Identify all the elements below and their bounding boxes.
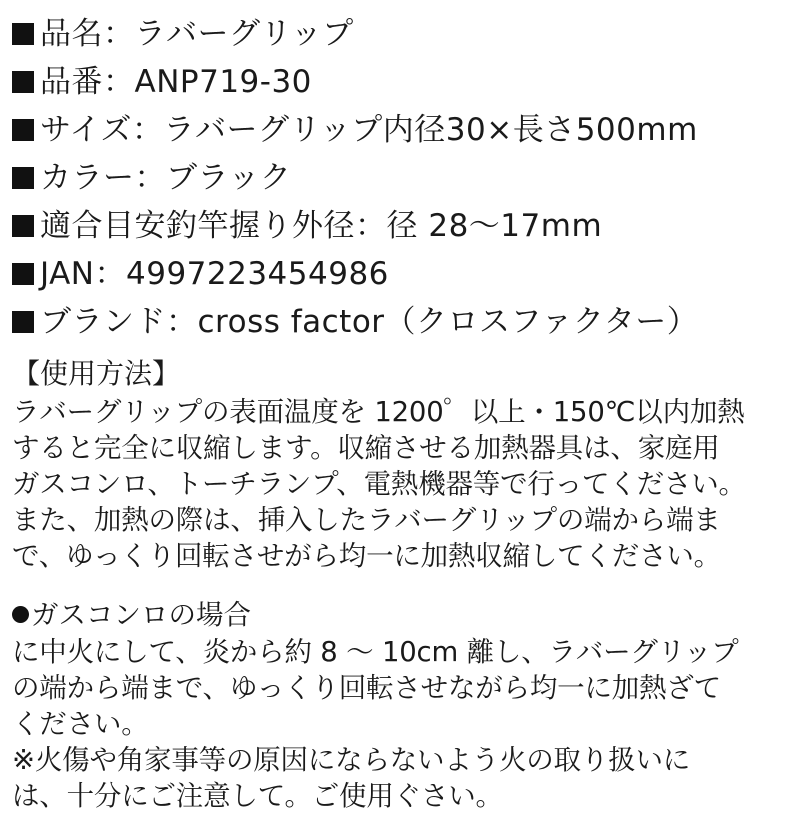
spec-line-text: 適合目安釣竿握り外径：径 28〜17mm: [40, 208, 603, 244]
usage-paragraph-line: で、ゆっくり回転させがら均一に加熱収縮してください。: [12, 540, 721, 572]
caution-notice-line: ※火傷や角家事等の原因にならないよう火の取り扱いに: [12, 744, 691, 776]
caution-notice: [12, 742, 794, 814]
usage-paragraph-line: ガスコンロ、トーチランプ、電熱機器等で行ってください。: [12, 468, 746, 500]
square-bullet-icon: [12, 167, 34, 189]
square-bullet-icon: [12, 215, 34, 237]
spec-line-text: 品番：ANP719-30: [40, 64, 312, 100]
list-item: [6, 154, 794, 202]
gas-stove-paragraph-line: ください。: [12, 708, 149, 740]
spec-list: [6, 10, 794, 346]
list-item: [6, 106, 794, 154]
square-bullet-icon: [12, 311, 34, 333]
usage-paragraph-line: すると完全に収縮します。収縮させる加熱器具は、家庭用: [12, 432, 720, 464]
gas-stove-paragraph: [12, 634, 794, 742]
square-bullet-icon: [12, 71, 34, 93]
list-item: [6, 58, 794, 106]
usage-paragraph: [12, 394, 794, 574]
gas-stove-subheading: [12, 596, 794, 634]
square-bullet-icon: [12, 119, 34, 141]
usage-heading: 【使用方法】: [12, 357, 181, 390]
list-item: [6, 250, 794, 298]
spec-line-text: カラー：ブラック: [40, 160, 292, 196]
spec-line-text: ブランド：cross factor（クロスファクター）: [40, 304, 699, 340]
usage-paragraph-line: また、加熱の際は、挿入したラバーグリップの端から端ま: [12, 504, 721, 536]
list-item: [6, 10, 794, 58]
square-bullet-icon: [12, 263, 34, 285]
spec-line-text: JAN：4997223454986: [40, 256, 389, 292]
gas-stove-paragraph-line: に中火にして、炎から約 8 〜 10cm 離し、ラバーグリップ: [12, 636, 739, 668]
square-bullet-icon: [12, 23, 34, 45]
spec-line-text: サイズ：ラバーグリップ内径30×長さ500mm: [40, 112, 698, 148]
gas-stove-subheading-label: ガスコンロの場合: [31, 599, 251, 631]
usage-paragraph-line: ラバーグリップの表面温度を 1200゜以上・150℃以内加熱: [12, 396, 745, 428]
gas-stove-paragraph-line: の端から端まで、ゆっくり回転させながら均一に加熱ざて: [12, 672, 721, 704]
list-item: [6, 298, 794, 346]
caution-notice-line: は、十分にご注意して。ご使用ぐさい。: [12, 780, 503, 812]
paragraph-spacer: [6, 574, 794, 596]
list-item: [6, 202, 794, 250]
round-bullet-icon: [12, 606, 29, 623]
spec-line-text: 品名：ラバーグリップ: [40, 16, 354, 52]
